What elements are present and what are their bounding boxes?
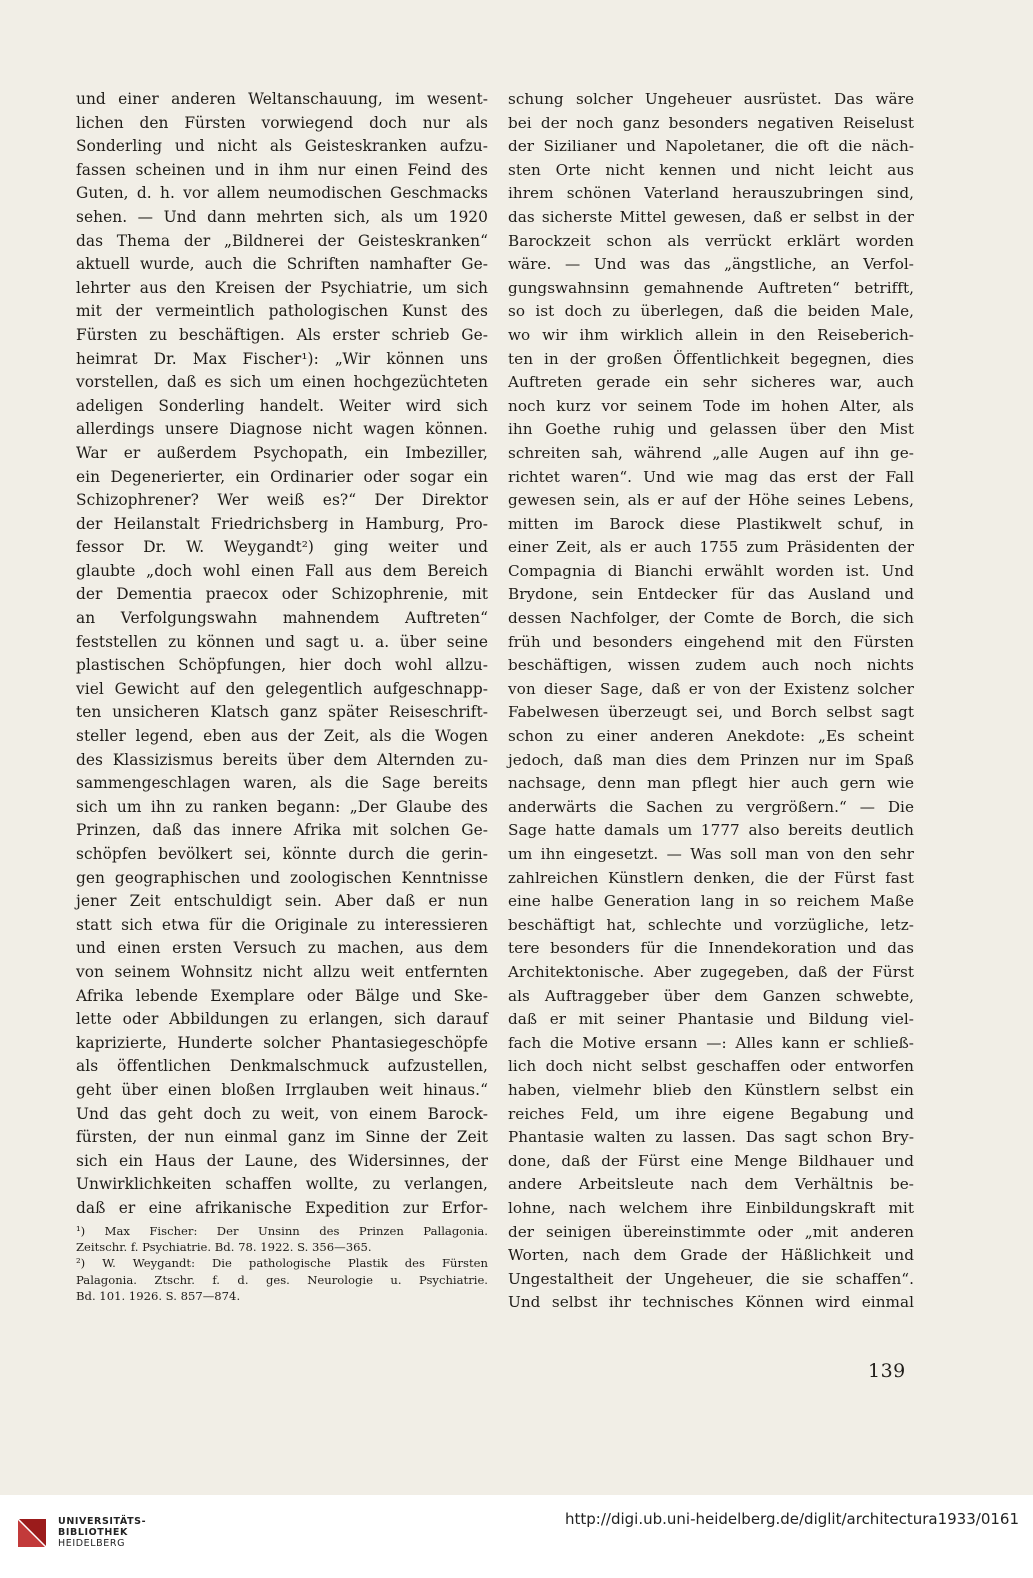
footnote-line: ¹) Max Fischer: Der Unsinn des Prinzen Pallagonia.	[76, 1223, 488, 1238]
text-line: das Thema der „Bildnerei der Geisteskranken“	[76, 231, 488, 250]
text-line: um ihn eingesetzt. — Was soll man von den sehr	[508, 845, 914, 863]
text-line: Sage hatte damals um 1777 also bereits deutlich	[508, 821, 914, 840]
text-line: an Verfolgungswahn mahnendem Auftreten“	[76, 609, 488, 628]
text-line: daß er mit seiner Phantasie und Bildung viel-	[508, 1010, 914, 1029]
text-line: fassen scheinen und in ihm nur einen Feind des	[76, 160, 488, 179]
text-line: lehrter aus den Kreisen der Psychiatrie, um sich	[76, 278, 488, 297]
text-line: sich ein Haus der Laune, des Widersinnes, der	[76, 1151, 488, 1170]
text-line: Worten, nach dem Grade der Häßlichkeit und	[508, 1246, 914, 1265]
text-line: anderwärts die Sachen zu vergrößern.“ — Die	[508, 797, 914, 816]
text-line: lich doch nicht selbst geschaffen oder entworfen	[508, 1057, 914, 1076]
text-line: der Heilanstalt Friedrichsberg in Hamburg, Pro-	[76, 514, 488, 533]
text-line: steller legend, eben aus der Zeit, als die Wogen	[76, 727, 488, 746]
text-line: dessen Nachfolger, der Comte de Borch, die sich	[508, 609, 914, 628]
text-line: tere besonders für die Innendekoration und das	[508, 939, 914, 958]
text-line: der Sizilianer und Napoletaner, die oft die näch-	[508, 137, 914, 156]
footnote-line: Palagonia. Ztschr. f. d. ges. Neurologie u. Psychiatrie.	[76, 1272, 488, 1287]
text-line: und einen ersten Versuch zu machen, aus dem	[76, 939, 488, 958]
text-line: fessor Dr. W. Weygandt²) ging weiter und	[76, 538, 488, 557]
footnote-line: Zeitschr. f. Psychiatrie. Bd. 78. 1922. S. 356—365.	[76, 1239, 372, 1254]
text-line: beschäftigt hat, schlechte und vorzügliche, letz-	[508, 915, 914, 934]
text-line: schon zu einer anderen Anekdote: „Es scheint	[508, 727, 914, 746]
left-text-column	[76, 88, 488, 1304]
text-line: wäre. — Und was das „ängstliche, an Verfol-	[508, 255, 914, 274]
text-line: Guten, d. h. vor allem neumodischen Geschmacks	[76, 184, 488, 203]
text-line: Sonderling und nicht als Geisteskranken aufzu-	[76, 137, 488, 156]
footnote-line: Bd. 101. 1926. S. 857—874.	[76, 1289, 241, 1304]
text-line: ihn Goethe ruhig und gelassen über den Mist	[508, 420, 914, 439]
text-line: gungswahnsinn gemahnende Auftreten“ betrifft,	[508, 278, 914, 297]
text-line: richtet waren“. Und wie mag das erst der Fall	[508, 467, 914, 486]
text-line: Fabelwesen überzeugt sei, und Borch selbst sagt	[508, 703, 914, 722]
footnotes	[76, 1223, 488, 1305]
text-line: Und das geht doch zu weit, von einem Barock-	[76, 1104, 488, 1123]
footer-bar	[0, 1495, 1033, 1578]
text-line: sten Orte nicht kennen und nicht leicht aus	[508, 160, 914, 179]
source-url-link[interactable]: http://digi.ub.uni-heidelberg.de/diglit/architectura1933/0161	[565, 1510, 1019, 1528]
text-line: allerdings unsere Diagnose nicht wagen können.	[76, 420, 488, 439]
text-line: von dieser Sage, daß er von der Existenz solcher	[508, 679, 914, 698]
text-line: schung solcher Ungeheuer ausrüstet. Das wäre	[508, 90, 914, 108]
text-line: statt sich etwa für die Originale zu interessieren	[76, 915, 488, 934]
text-line: wo wir ihm wirklich allein in den Reiseberich-	[508, 325, 914, 344]
text-line: sammengeschlagen waren, als die Sage bereits	[76, 774, 488, 793]
library-name-line: BIBLIOTHEK	[58, 1527, 128, 1538]
text-line: Unwirklichkeiten schaffen wollte, zu verlangen,	[76, 1175, 488, 1194]
text-line: schöpfen bevölkert sei, könnte durch die gerin-	[76, 845, 488, 863]
text-line: das sicherste Mittel gewesen, daß er selbst in der	[508, 207, 914, 226]
text-line: Architektonische. Aber zugegeben, daß der Fürst	[508, 962, 914, 981]
text-line: noch kurz vor seinem Tode im hohen Alter, als	[508, 396, 914, 415]
text-line: jener Zeit entschuldigt sein. Aber daß er nun	[76, 892, 488, 911]
text-line: schreiten sah, während „alle Augen auf ihn ge-	[508, 443, 914, 462]
text-line: heimrat Dr. Max Fischer¹): „Wir können uns	[76, 349, 488, 368]
text-line: Afrika lebende Exemplare oder Bälge und Ske-	[76, 986, 488, 1005]
text-line: sehen. — Und dann mehrten sich, als um 1920	[76, 207, 488, 226]
text-line: ein Degenerierter, ein Ordinarier oder sogar ein	[76, 467, 488, 486]
text-line: ten unsicheren Klatsch ganz später Reiseschrift-	[76, 703, 488, 722]
text-line: als öffentlichen Denkmalschmuck aufzustellen,	[76, 1057, 488, 1076]
text-line: gewesen sein, als er auf der Höhe seines Lebens,	[508, 491, 914, 510]
text-line: Barockzeit schon als verrückt erklärt worden	[508, 231, 914, 250]
text-line: reiches Feld, um ihre eigene Begabung und	[508, 1104, 914, 1123]
text-line: so ist doch zu überlegen, daß die beiden Male,	[508, 302, 914, 321]
text-line: fach die Motive ersann —: Alles kann er schließ-	[508, 1033, 914, 1052]
text-line: einer Zeit, als er auch 1755 zum Präsidenten der	[508, 538, 914, 557]
text-line: der seinigen übereinstimmte oder „mit anderen	[508, 1222, 914, 1241]
text-line: von seinem Wohnsitz nicht allzu weit entfernten	[76, 962, 488, 981]
text-line: zahlreichen Künstlern denken, die der Fürst fast	[508, 868, 914, 887]
text-line: lichen den Fürsten vorwiegend doch nur als	[76, 113, 488, 132]
text-line: und einer anderen Weltanschauung, im wesent-	[76, 90, 488, 108]
text-line: mit der vermeintlich pathologischen Kunst des	[76, 302, 488, 321]
text-line: haben, vielmehr blieb den Künstlern selbst ein	[508, 1080, 914, 1099]
text-line: feststellen zu können und sagt u. a. über seine	[76, 632, 488, 651]
text-line: Schizophrener? Wer weiß es?“ Der Direktor	[76, 491, 488, 510]
footnote-line: ²) W. Weygandt: Die pathologische Plastik des Fürsten	[76, 1256, 488, 1271]
text-line: jedoch, daß man dies dem Prinzen nur im Spaß	[508, 750, 914, 769]
text-line: Ungestaltheit der Ungeheuer, die sie schaffen“.	[508, 1269, 914, 1288]
text-line: vorstellen, daß es sich um einen hochgezüchteten	[76, 373, 488, 392]
text-line: ten in der großen Öffentlichkeit begegnen, dies	[508, 349, 914, 368]
right-text-column	[508, 88, 914, 1315]
text-line: sich um ihn zu ranken begann: „Der Glaube des	[76, 797, 488, 816]
text-line: aktuell wurde, auch die Schriften namhafter Ge-	[76, 255, 488, 274]
text-line: kaprizierte, Hunderte solcher Phantasiegeschöpfe	[76, 1033, 488, 1052]
text-line: daß er eine afrikanische Expedition zur Erfor-	[76, 1198, 488, 1217]
text-line: plastischen Schöpfungen, hier doch wohl allzu-	[76, 656, 488, 675]
text-line: Compagnia di Bianchi erwählt worden ist. Und	[508, 561, 914, 580]
text-line: Brydone, sein Entdecker für das Ausland und	[508, 585, 914, 604]
text-line: eine halbe Generation lang in so reichem Maße	[508, 892, 914, 911]
library-name	[58, 1516, 146, 1549]
text-line: viel Gewicht auf den gelegentlich aufgeschnapp-	[76, 679, 488, 698]
text-line: Auftreten gerade ein sehr sicheres war, auch	[508, 373, 914, 392]
text-line: mitten im Barock diese Plastikwelt schuf, in	[508, 514, 914, 533]
text-line: bei der noch ganz besonders negativen Reiselust	[508, 113, 914, 132]
text-line: lette oder Abbildungen zu erlangen, sich darauf	[76, 1010, 488, 1029]
text-line: andere Arbeitsleute nach dem Verhältnis be-	[508, 1175, 914, 1194]
text-line: gen geographischen und zoologischen Kenntnisse	[76, 868, 488, 887]
text-line: lohne, nach welchem ihre Einbildungskraft mit	[508, 1198, 914, 1217]
text-line: früh und besonders eingehend mit den Fürsten	[508, 632, 914, 651]
text-line: fürsten, der nun einmal ganz im Sinne der Zeit	[76, 1128, 488, 1147]
text-line: als Auftraggeber über dem Ganzen schwebte,	[508, 986, 914, 1005]
text-line: ihrem schönen Vaterland herauszubringen sind,	[508, 184, 914, 203]
text-line: done, daß der Fürst eine Menge Bildhauer und	[508, 1151, 914, 1170]
text-line: Und selbst ihr technisches Können wird einmal	[508, 1293, 914, 1312]
text-line: War er außerdem Psychopath, ein Imbeziller,	[76, 443, 488, 462]
text-line: adeligen Sonderling handelt. Weiter wird sich	[76, 396, 488, 415]
library-name-line: UNIVERSITÄTS-	[58, 1516, 147, 1527]
text-line: geht über einen bloßen Irrglauben weit hinaus.“	[76, 1080, 488, 1099]
text-line: Fürsten zu beschäftigen. Als erster schrieb Ge-	[76, 325, 488, 344]
page-number: 139	[868, 1360, 906, 1382]
text-line: beschäftigen, wissen zudem auch noch nichts	[508, 656, 914, 675]
text-line: des Klassizismus bereits über dem Alternden zu-	[76, 750, 488, 769]
university-seal-icon	[14, 1515, 50, 1551]
library-name-line: HEIDELBERG	[58, 1538, 126, 1549]
text-line: nachsage, denn man pflegt hier auch gern wie	[508, 774, 914, 793]
text-line: glaubte „doch wohl einen Fall aus dem Bereich	[76, 561, 488, 580]
text-line: Prinzen, daß das innere Afrika mit solchen Ge-	[76, 821, 488, 840]
text-line: der Dementia praecox oder Schizophrenie, mit	[76, 585, 488, 604]
text-line: Phantasie walten zu lassen. Das sagt schon Bry-	[508, 1128, 914, 1147]
